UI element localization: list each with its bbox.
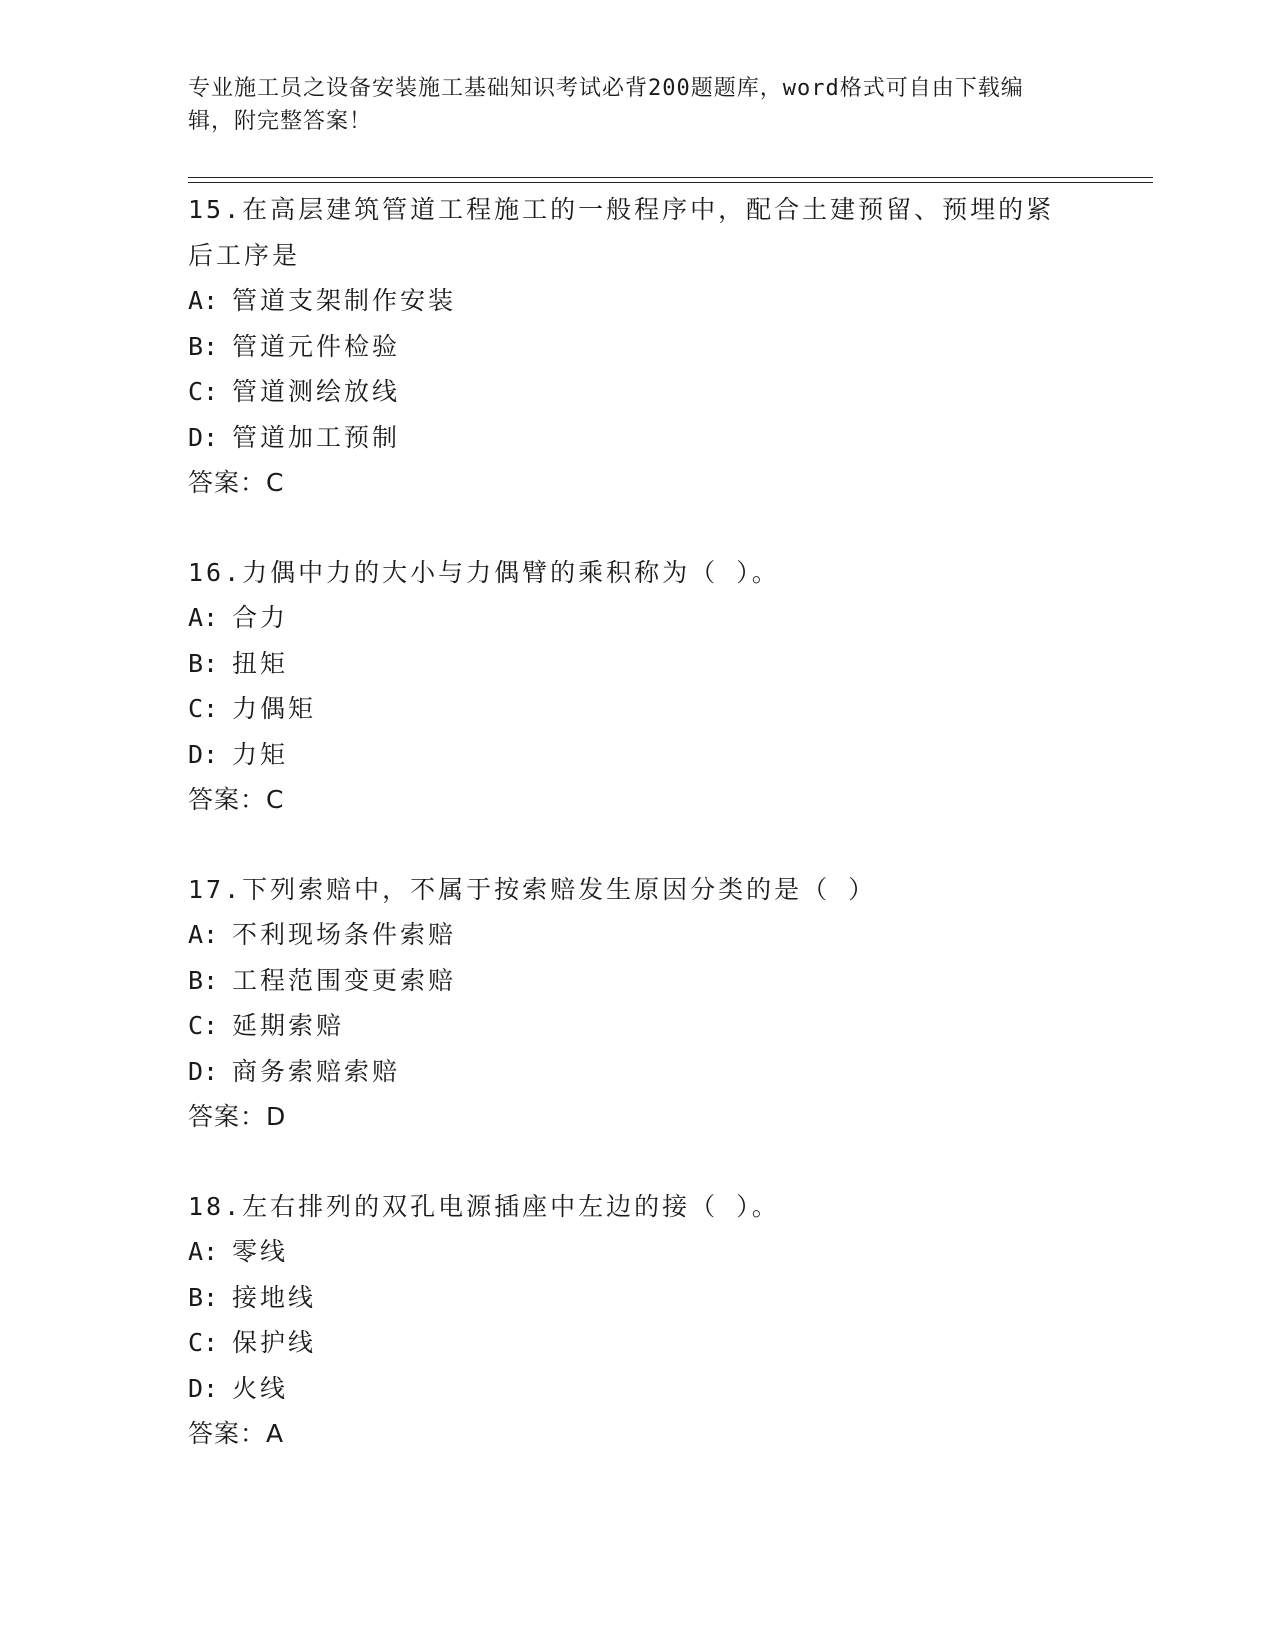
option-letter: D:: [188, 739, 219, 769]
option-a: [188, 595, 1088, 641]
question-number: 17.: [188, 874, 243, 904]
option-letter: B:: [188, 1282, 219, 1312]
answer-label: 答案：: [188, 1102, 267, 1131]
option-d: [188, 1049, 1088, 1095]
option-letter: B:: [188, 331, 219, 361]
question-17: [188, 867, 1088, 1140]
option-a: [188, 1229, 1088, 1275]
option-letter: B:: [188, 965, 219, 995]
option-d: [188, 415, 1088, 461]
question-16: [188, 550, 1088, 823]
answer-value: C: [266, 468, 285, 497]
option-d: [188, 1366, 1088, 1412]
option-b: [188, 958, 1088, 1004]
question-text: 力偶中力的大小与力偶臂的乘积称为（ ）。: [242, 557, 780, 587]
question-15: [188, 187, 1088, 506]
option-d: [188, 732, 1088, 778]
option-letter: B:: [188, 648, 219, 678]
option-letter: D:: [188, 422, 219, 452]
option-text: 零线: [232, 1237, 289, 1266]
question-stem: [188, 187, 1068, 278]
question-number: 18.: [188, 1191, 243, 1221]
question-stem: [188, 1184, 1068, 1230]
answer-value: D: [266, 1102, 287, 1131]
option-letter: C:: [188, 1328, 219, 1357]
option-text: 扭矩: [232, 648, 289, 678]
option-text: 保护线: [232, 1328, 317, 1357]
option-letter: A:: [188, 1237, 219, 1266]
option-a: [188, 278, 1088, 324]
option-b: [188, 641, 1088, 687]
option-letter: D:: [188, 1373, 219, 1403]
answer-line: [188, 460, 1088, 506]
answer-label: 答案：: [188, 1419, 267, 1448]
option-c: [188, 1003, 1088, 1049]
option-c: [188, 1320, 1088, 1366]
option-letter: A:: [188, 603, 219, 632]
question-18: [188, 1184, 1088, 1457]
question-stem: [188, 550, 1068, 596]
question-stem: [188, 867, 1068, 913]
option-text: 管道加工预制: [232, 422, 401, 452]
option-text: 管道支架制作安装: [232, 286, 457, 315]
option-text: 商务索赔索赔: [232, 1056, 401, 1086]
header-rule-bottom: [188, 182, 1153, 183]
option-text: 管道测绘放线: [232, 377, 401, 406]
question-text: 左右排列的双孔电源插座中左边的接（ ）。: [242, 1191, 780, 1221]
answer-label: 答案：: [188, 785, 267, 814]
question-text: 下列索赔中，不属于按索赔发生原因分类的是（ ）: [242, 874, 877, 904]
answer-value: A: [266, 1419, 285, 1448]
question-text: 在高层建筑管道工程施工的一般程序中，配合土建预留、预埋的紧后工序是: [188, 195, 1055, 270]
option-letter: C:: [188, 694, 219, 723]
option-letter: C:: [188, 377, 219, 406]
option-letter: D:: [188, 1056, 219, 1086]
option-b: [188, 1275, 1088, 1321]
option-text: 力偶矩: [232, 694, 317, 723]
question-number: 15.: [188, 195, 243, 224]
question-list: [188, 187, 1088, 1501]
option-b: [188, 324, 1088, 370]
option-text: 合力: [232, 603, 289, 632]
option-text: 管道元件检验: [232, 331, 401, 361]
answer-line: [188, 777, 1088, 823]
option-letter: C:: [188, 1011, 219, 1040]
option-text: 延期索赔: [232, 1011, 345, 1040]
option-text: 力矩: [232, 739, 289, 769]
answer-line: [188, 1411, 1088, 1457]
option-text: 火线: [232, 1373, 289, 1403]
header-rule-top: [188, 177, 1153, 178]
answer-label: 答案：: [188, 468, 267, 497]
option-c: [188, 686, 1088, 732]
option-letter: A:: [188, 920, 219, 949]
option-c: [188, 369, 1088, 415]
option-letter: A:: [188, 286, 219, 315]
option-text: 工程范围变更索赔: [232, 965, 457, 995]
question-number: 16.: [188, 557, 243, 587]
option-a: [188, 912, 1088, 958]
answer-line: [188, 1094, 1088, 1140]
answer-value: C: [266, 785, 285, 814]
document-header: 专业施工员之设备安装施工基础知识考试必背200题题库，word格式可自由下载编辑，附完整答案！: [188, 76, 1024, 134]
option-text: 不利现场条件索赔: [232, 920, 457, 949]
option-text: 接地线: [232, 1282, 317, 1312]
